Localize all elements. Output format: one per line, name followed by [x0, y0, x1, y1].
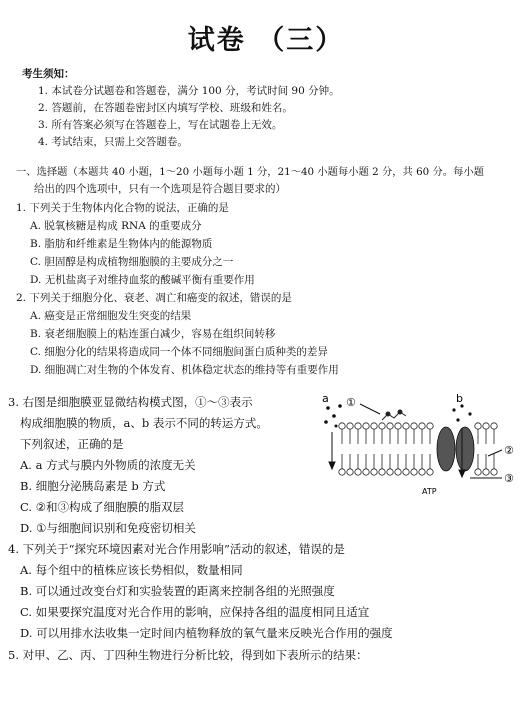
question-1-option-b: B. 脂肪和纤维素是生物体内的能源物质	[30, 238, 213, 250]
notice-heading: 考生须知：	[22, 68, 75, 80]
question-1-stem: 1. 下列关于生物体内化合物的说法，正确的是	[16, 202, 229, 214]
notice-item: 4. 考试结束，只需上交答题卷。	[38, 136, 188, 148]
question-3-stem-cont: 下列叙述，正确的是	[20, 437, 124, 451]
question-3-stem-cont: 构成细胞膜的物质，a、b 表示不同的转运方式。	[20, 416, 268, 430]
question-2-option-d: D. 细胞凋亡对生物的个体发育、机体稳定状态的维持等有重要作用	[30, 364, 339, 376]
question-3-option-b: B. 细胞分泌胰岛素是 b 方式	[20, 479, 166, 493]
arrows	[329, 404, 502, 478]
label-atp: ATP	[422, 487, 437, 496]
question-5-stem: 5. 对甲、乙、丙、丁四种生物进行分析比较，得到如下表所示的结果：	[8, 648, 368, 662]
label-2: ②	[504, 444, 514, 457]
label-1: ①	[346, 396, 356, 409]
question-4-option-d: D. 可以用排水法收集一定时间内植物释放的氧气量来反映光合作用的强度	[20, 626, 393, 640]
question-3-option-d: D. ①与细胞间识别和免疫密切相关	[20, 521, 196, 535]
section-heading-cont: 给出的四个选项中，只有一个选项是符合题目要求的）	[34, 183, 286, 195]
question-2-stem: 2. 下列关于细胞分化、衰老、凋亡和癌变的叙述，错误的是	[16, 292, 292, 304]
question-4-option-c: C. 如果要探究温度对光合作用的影响，应保持各组的温度相同且适宜	[20, 605, 370, 619]
question-1-option-c: C. 胆固醇是构成植物细胞膜的主要成分之一	[30, 256, 234, 268]
question-2-option-c: C. 细胞分化的结果将造成同一个体不同细胞间蛋白质种类的差异	[30, 346, 328, 358]
page-title: 试卷 （三）	[187, 25, 345, 56]
channel-protein	[437, 427, 474, 471]
glycoprotein-chain	[382, 410, 406, 420]
cell-membrane-diagram	[320, 392, 525, 500]
question-4-option-a: A. 每个组中的植株应该长势相似，数量相同	[20, 563, 243, 577]
question-1-option-d: D. 无机盐离子对维持血浆的酸碱平衡有重要作用	[30, 274, 255, 286]
label-b: b	[456, 392, 463, 405]
notice-item: 1. 本试卷分试题卷和答题卷，满分 100 分，考试时间 90 分钟。	[38, 85, 340, 97]
question-3-stem: 3. 右图是细胞膜亚显微结构模式图，①～③表示	[8, 395, 253, 409]
section-heading: 一、选择题（本题共 40 小题，1～20 小题每小题 1 分，21～40 小题每小题 2 分，共 60 分。每小题	[16, 166, 484, 178]
question-2-option-b: B. 衰老细胞膜上的粘连蛋白减少，容易在组织间转移	[30, 328, 276, 340]
question-4-option-b: B. 可以通过改变台灯和实验装置的距离来控制各组的光照强度	[20, 584, 335, 598]
question-4-stem: 4. 下列关于“探究环境因素对光合作用影响”活动的叙述，错误的是	[8, 542, 345, 556]
notice-item: 2. 答题前，在答题卷密封区内填写学校、班级和姓名。	[38, 102, 293, 114]
question-1-option-a: A. 脱氧核糖是构成 RNA 的重要成分	[30, 220, 202, 232]
question-3-option-a: A. a 方式与膜内外物质的浓度无关	[20, 458, 196, 472]
notice-item: 3. 所有答案必须写在答题卷上，写在试题卷上无效。	[38, 119, 283, 131]
question-2-option-a: A. 癌变是正常细胞发生突变的结果	[30, 310, 192, 322]
label-3: ③	[504, 472, 514, 485]
label-a: a	[322, 392, 329, 405]
question-3-option-c: C. ②和③构成了细胞膜的脂双层	[20, 500, 185, 514]
